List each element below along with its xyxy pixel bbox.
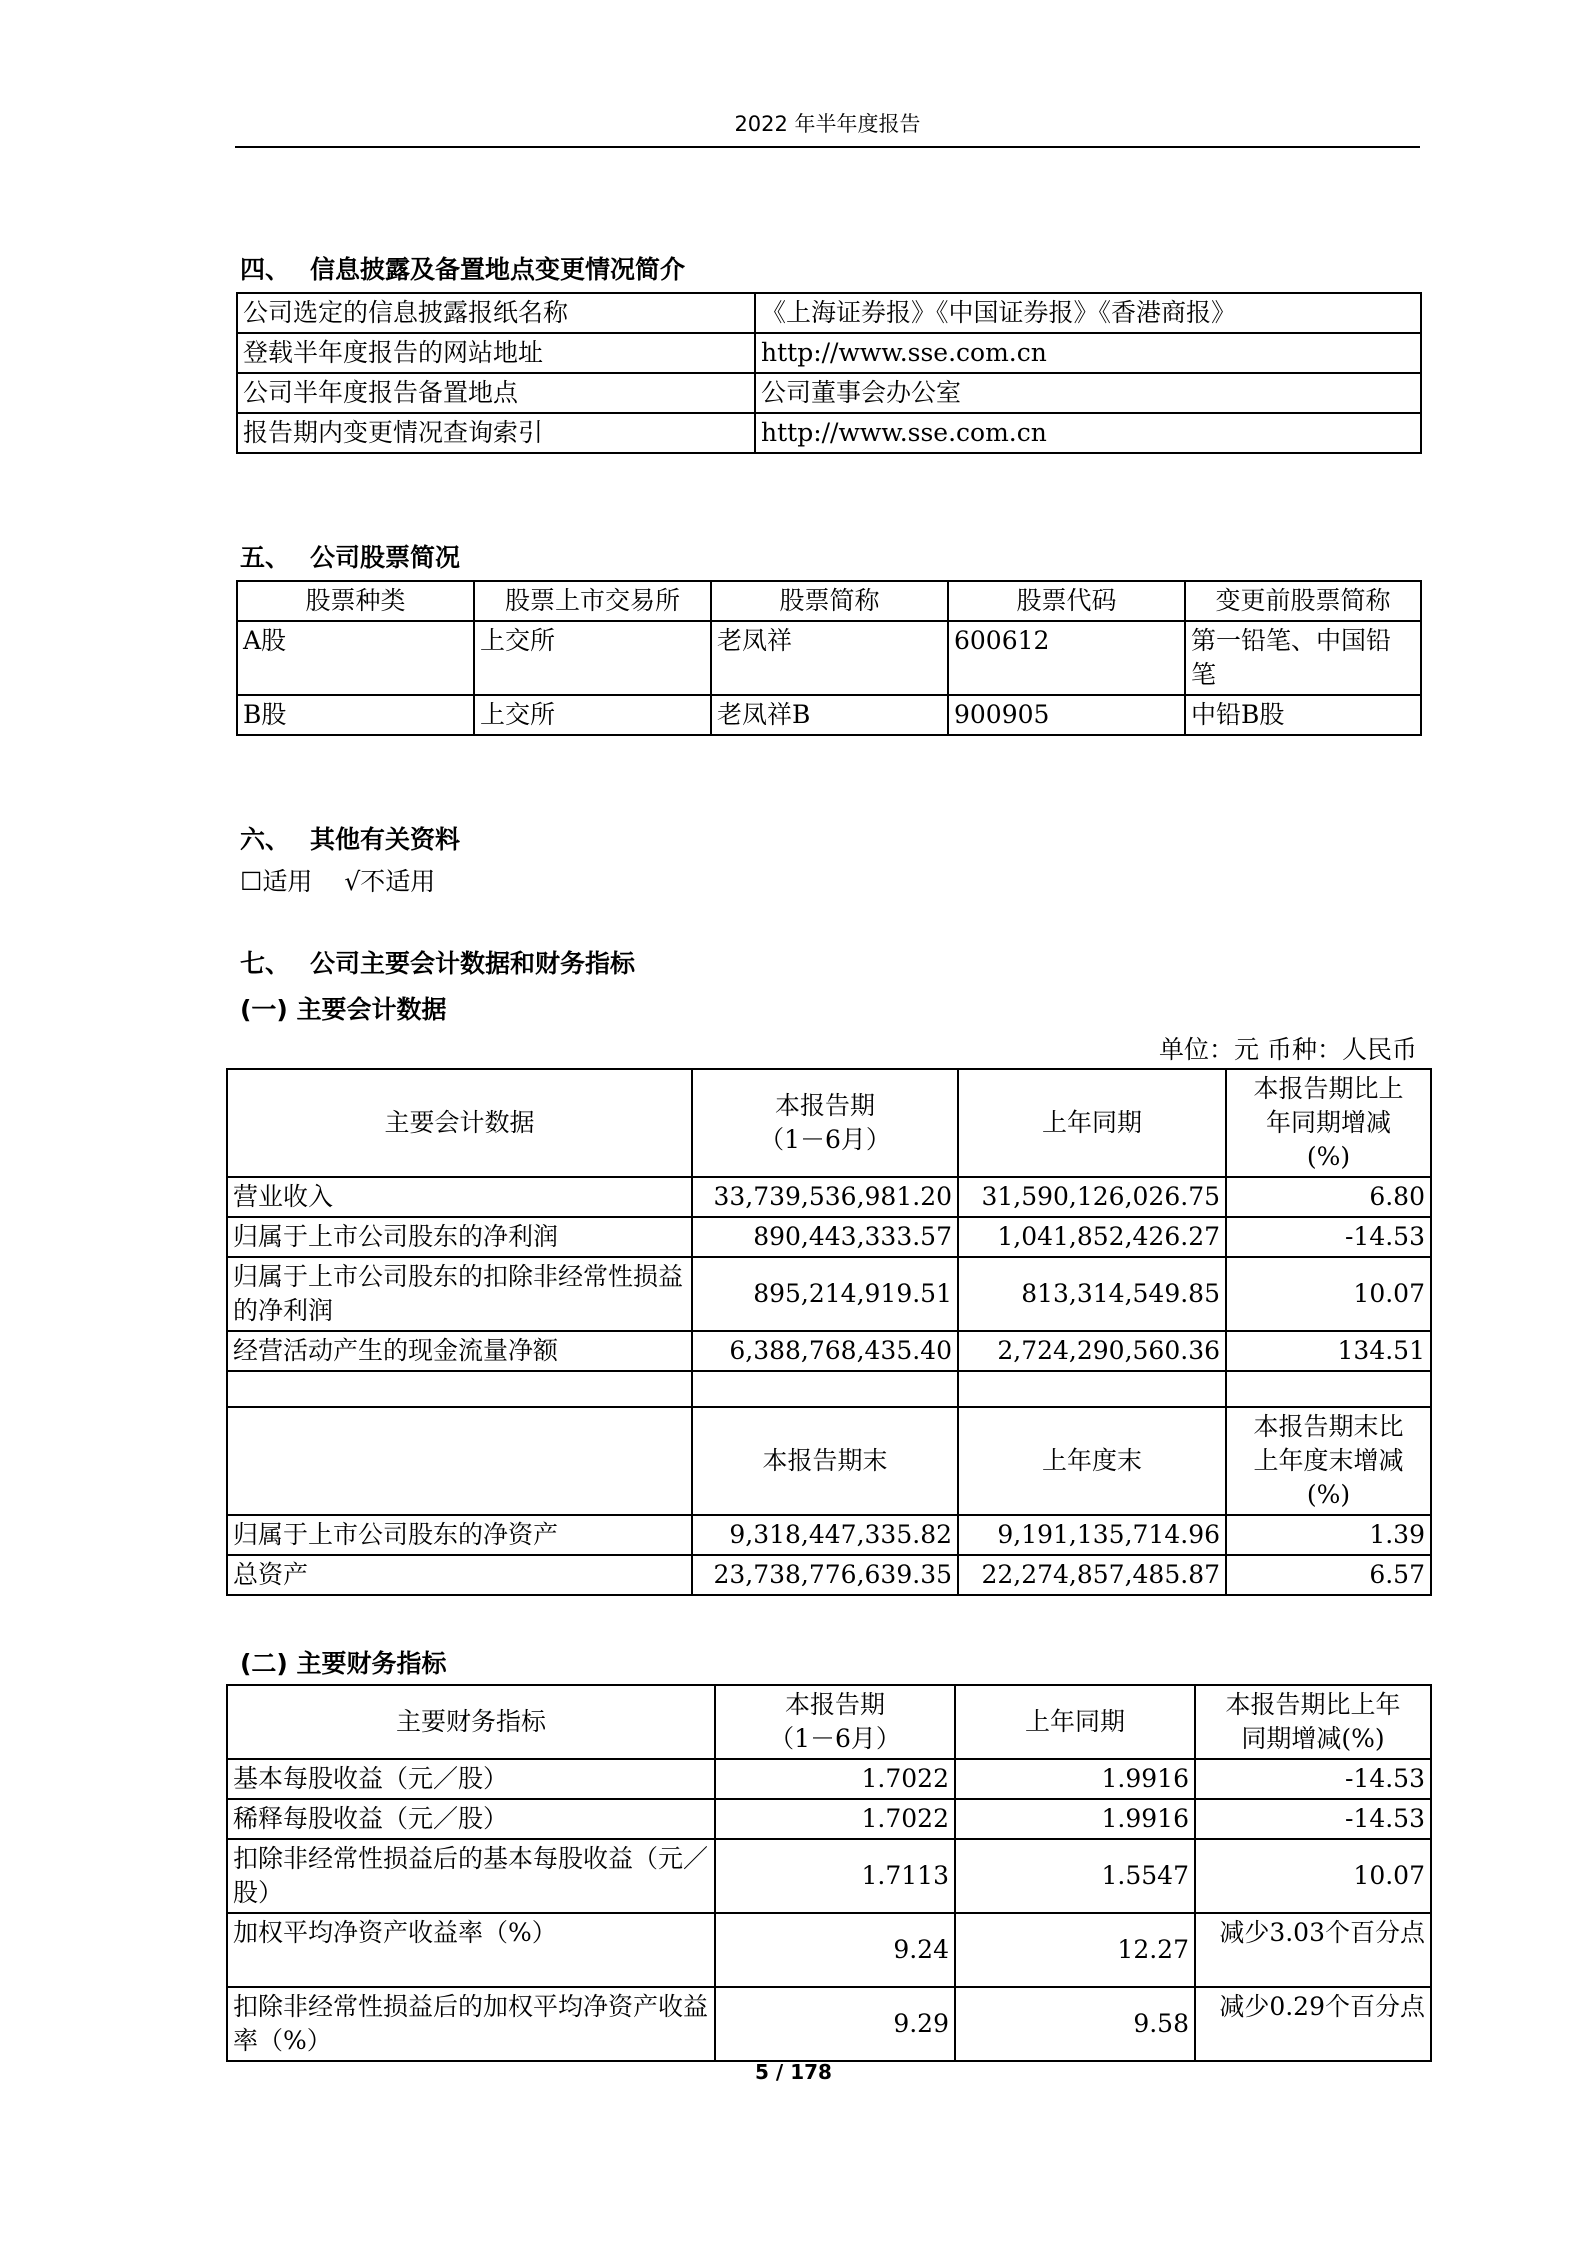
table-cell: 减少0.29个百分点 <box>1195 1987 1431 2061</box>
table-header: 上年同期 <box>955 1685 1195 1759</box>
table-cell: 1.39 <box>1226 1515 1431 1555</box>
table-cell: 扣除非经常性损益后的加权平均净资产收益率（%） <box>227 1987 715 2061</box>
table-cell: 23,738,776,639.35 <box>692 1555 958 1595</box>
table-header: 主要财务指标 <box>227 1685 715 1759</box>
table-header: 股票种类 <box>237 581 474 621</box>
table-cell: 归属于上市公司股东的净利润 <box>227 1217 692 1257</box>
table-header-row <box>237 581 1421 621</box>
subsection-2-heading: (二) 主要财务指标 <box>240 1649 447 1678</box>
table-row <box>237 373 1421 413</box>
table-cell: 归属于上市公司股东的净资产 <box>227 1515 692 1555</box>
table-cell: 6,388,768,435.40 <box>692 1331 958 1371</box>
table-cell: 总资产 <box>227 1555 692 1595</box>
table-cell: 134.51 <box>1226 1331 1431 1371</box>
section-7-number: 七、 <box>240 949 291 978</box>
table-cell: 1.9916 <box>955 1759 1195 1799</box>
table-cell: 12.27 <box>955 1913 1195 1987</box>
option-not-applicable: 不适用 <box>360 867 436 896</box>
table-cell: 公司半年度报告备置地点 <box>237 373 755 413</box>
table-cell: 公司董事会办公室 <box>755 373 1421 413</box>
table-cell: 890,443,333.57 <box>692 1217 958 1257</box>
table-header: 变更前股票简称 <box>1185 581 1421 621</box>
table-cell: 6.57 <box>1226 1555 1431 1595</box>
table-cell: 31,590,126,026.75 <box>958 1177 1226 1217</box>
table-cell: 600612 <box>948 621 1185 695</box>
table-row <box>227 1515 1431 1555</box>
table-header: 股票上市交易所 <box>474 581 711 621</box>
table-cell: 1.7022 <box>715 1759 955 1799</box>
table-cell: 第一铅笔、中国铅笔 <box>1185 621 1421 695</box>
unit-note: 单位：元 币种：人民币 <box>1159 1035 1417 1064</box>
table-cell: 1.7022 <box>715 1799 955 1839</box>
table-row <box>227 1217 1431 1257</box>
table-cell: A股 <box>237 621 474 695</box>
table-cell: 《上海证券报》《中国证券报》《香港商报》 <box>755 293 1421 333</box>
table-spacer-row <box>227 1371 1431 1407</box>
table-row <box>227 1257 1431 1331</box>
page-number: 5 / 178 <box>755 2060 832 2084</box>
table-header: 本报告期比上 年同期增减 (%) <box>1226 1069 1431 1177</box>
section-6-number: 六、 <box>240 825 291 854</box>
table-cell: 老凤祥 <box>711 621 948 695</box>
disclosure-table <box>236 292 1422 454</box>
table-cell: 稀释每股收益（元／股） <box>227 1799 715 1839</box>
table-cell: 6.80 <box>1226 1177 1431 1217</box>
section-6-title: 其他有关资料 <box>310 825 461 854</box>
table-cell: 公司选定的信息披露报纸名称 <box>237 293 755 333</box>
table-row <box>227 1759 1431 1799</box>
table-header: 本报告期比上年 同期增减(%) <box>1195 1685 1431 1759</box>
table-cell: 营业收入 <box>227 1177 692 1217</box>
table-cell: 813,314,549.85 <box>958 1257 1226 1331</box>
table-cell: 9,191,135,714.96 <box>958 1515 1226 1555</box>
table-header-row <box>227 1685 1431 1759</box>
table-cell: http://www.sse.com.cn <box>755 413 1421 453</box>
table-header: 本报告期 （1－6月） <box>692 1069 958 1177</box>
table-cell: 老凤祥B <box>711 695 948 735</box>
option-applicable: 适用 <box>262 867 313 896</box>
table-cell: -14.53 <box>1226 1217 1431 1257</box>
table-header <box>227 1407 692 1515</box>
table-row <box>227 1913 1431 1987</box>
table-cell: 9.29 <box>715 1987 955 2061</box>
section-7-heading <box>240 944 635 980</box>
table-row <box>237 621 1421 695</box>
table-cell: 经营活动产生的现金流量净额 <box>227 1331 692 1371</box>
section-4-number: 四、 <box>240 255 291 284</box>
table-cell: 9.58 <box>955 1987 1195 2061</box>
table-header-row <box>227 1069 1431 1177</box>
table-cell: 加权平均净资产收益率（%） <box>227 1913 715 1987</box>
table-cell: 报告期内变更情况查询索引 <box>237 413 755 453</box>
section-7-title: 公司主要会计数据和财务指标 <box>310 949 636 978</box>
table-header-row <box>227 1407 1431 1515</box>
section-5-number: 五、 <box>240 543 291 572</box>
table-header: 股票简称 <box>711 581 948 621</box>
table-cell: 10.07 <box>1195 1839 1431 1913</box>
table-cell: 1.5547 <box>955 1839 1195 1913</box>
table-cell: 登载半年度报告的网站地址 <box>237 333 755 373</box>
table-cell: http://www.sse.com.cn <box>755 333 1421 373</box>
table-header: 本报告期 （1－6月） <box>715 1685 955 1759</box>
table-header: 上年度末 <box>958 1407 1226 1515</box>
section-4-heading <box>240 250 685 286</box>
table-cell: 1,041,852,426.27 <box>958 1217 1226 1257</box>
section-6-heading <box>240 820 460 856</box>
applicability-options <box>240 862 435 898</box>
table-cell: 895,214,919.51 <box>692 1257 958 1331</box>
table-row <box>237 333 1421 373</box>
subsection-1-heading: (一) 主要会计数据 <box>240 995 447 1024</box>
table-cell: 基本每股收益（元／股） <box>227 1759 715 1799</box>
table-cell: 上交所 <box>474 621 711 695</box>
table-row <box>237 293 1421 333</box>
section-5-title: 公司股票简况 <box>310 543 461 572</box>
stock-table <box>236 580 1422 736</box>
table-cell: 22,274,857,485.87 <box>958 1555 1226 1595</box>
section-5-heading <box>240 538 460 574</box>
table-row <box>237 695 1421 735</box>
table-cell: 扣除非经常性损益后的基本每股收益（元／股） <box>227 1839 715 1913</box>
page-header: 2022 年半年度报告 <box>734 112 921 136</box>
checkmark-icon: √ <box>344 867 361 896</box>
table-cell: 上交所 <box>474 695 711 735</box>
table-row <box>227 1799 1431 1839</box>
table-cell: 归属于上市公司股东的扣除非经常性损益的净利润 <box>227 1257 692 1331</box>
table-header: 股票代码 <box>948 581 1185 621</box>
table-cell: 33,739,536,981.20 <box>692 1177 958 1217</box>
table-row <box>227 1839 1431 1913</box>
table-header: 本报告期末 <box>692 1407 958 1515</box>
table-row <box>227 1555 1431 1595</box>
financial-indicators-table <box>226 1684 1432 2062</box>
table-row <box>227 1331 1431 1371</box>
table-cell: 减少3.03个百分点 <box>1195 1913 1431 1987</box>
table-cell: 9.24 <box>715 1913 955 1987</box>
section-4-title: 信息披露及备置地点变更情况简介 <box>310 255 686 284</box>
table-cell: -14.53 <box>1195 1759 1431 1799</box>
table-row <box>237 413 1421 453</box>
table-cell: 1.9916 <box>955 1799 1195 1839</box>
table-row <box>227 1177 1431 1217</box>
table-cell: 10.07 <box>1226 1257 1431 1331</box>
accounting-data-table <box>226 1068 1432 1596</box>
table-header: 主要会计数据 <box>227 1069 692 1177</box>
table-cell: 中铅B股 <box>1185 695 1421 735</box>
table-cell: B股 <box>237 695 474 735</box>
table-header: 本报告期末比 上年度末增减 (%) <box>1226 1407 1431 1515</box>
table-cell: -14.53 <box>1195 1799 1431 1839</box>
table-cell: 9,318,447,335.82 <box>692 1515 958 1555</box>
table-cell: 1.7113 <box>715 1839 955 1913</box>
table-cell: 900905 <box>948 695 1185 735</box>
table-header: 上年同期 <box>958 1069 1226 1177</box>
checkbox-empty-icon: ☐ <box>240 867 263 896</box>
table-cell: 2,724,290,560.36 <box>958 1331 1226 1371</box>
table-row <box>227 1987 1431 2061</box>
header-rule <box>235 146 1420 148</box>
